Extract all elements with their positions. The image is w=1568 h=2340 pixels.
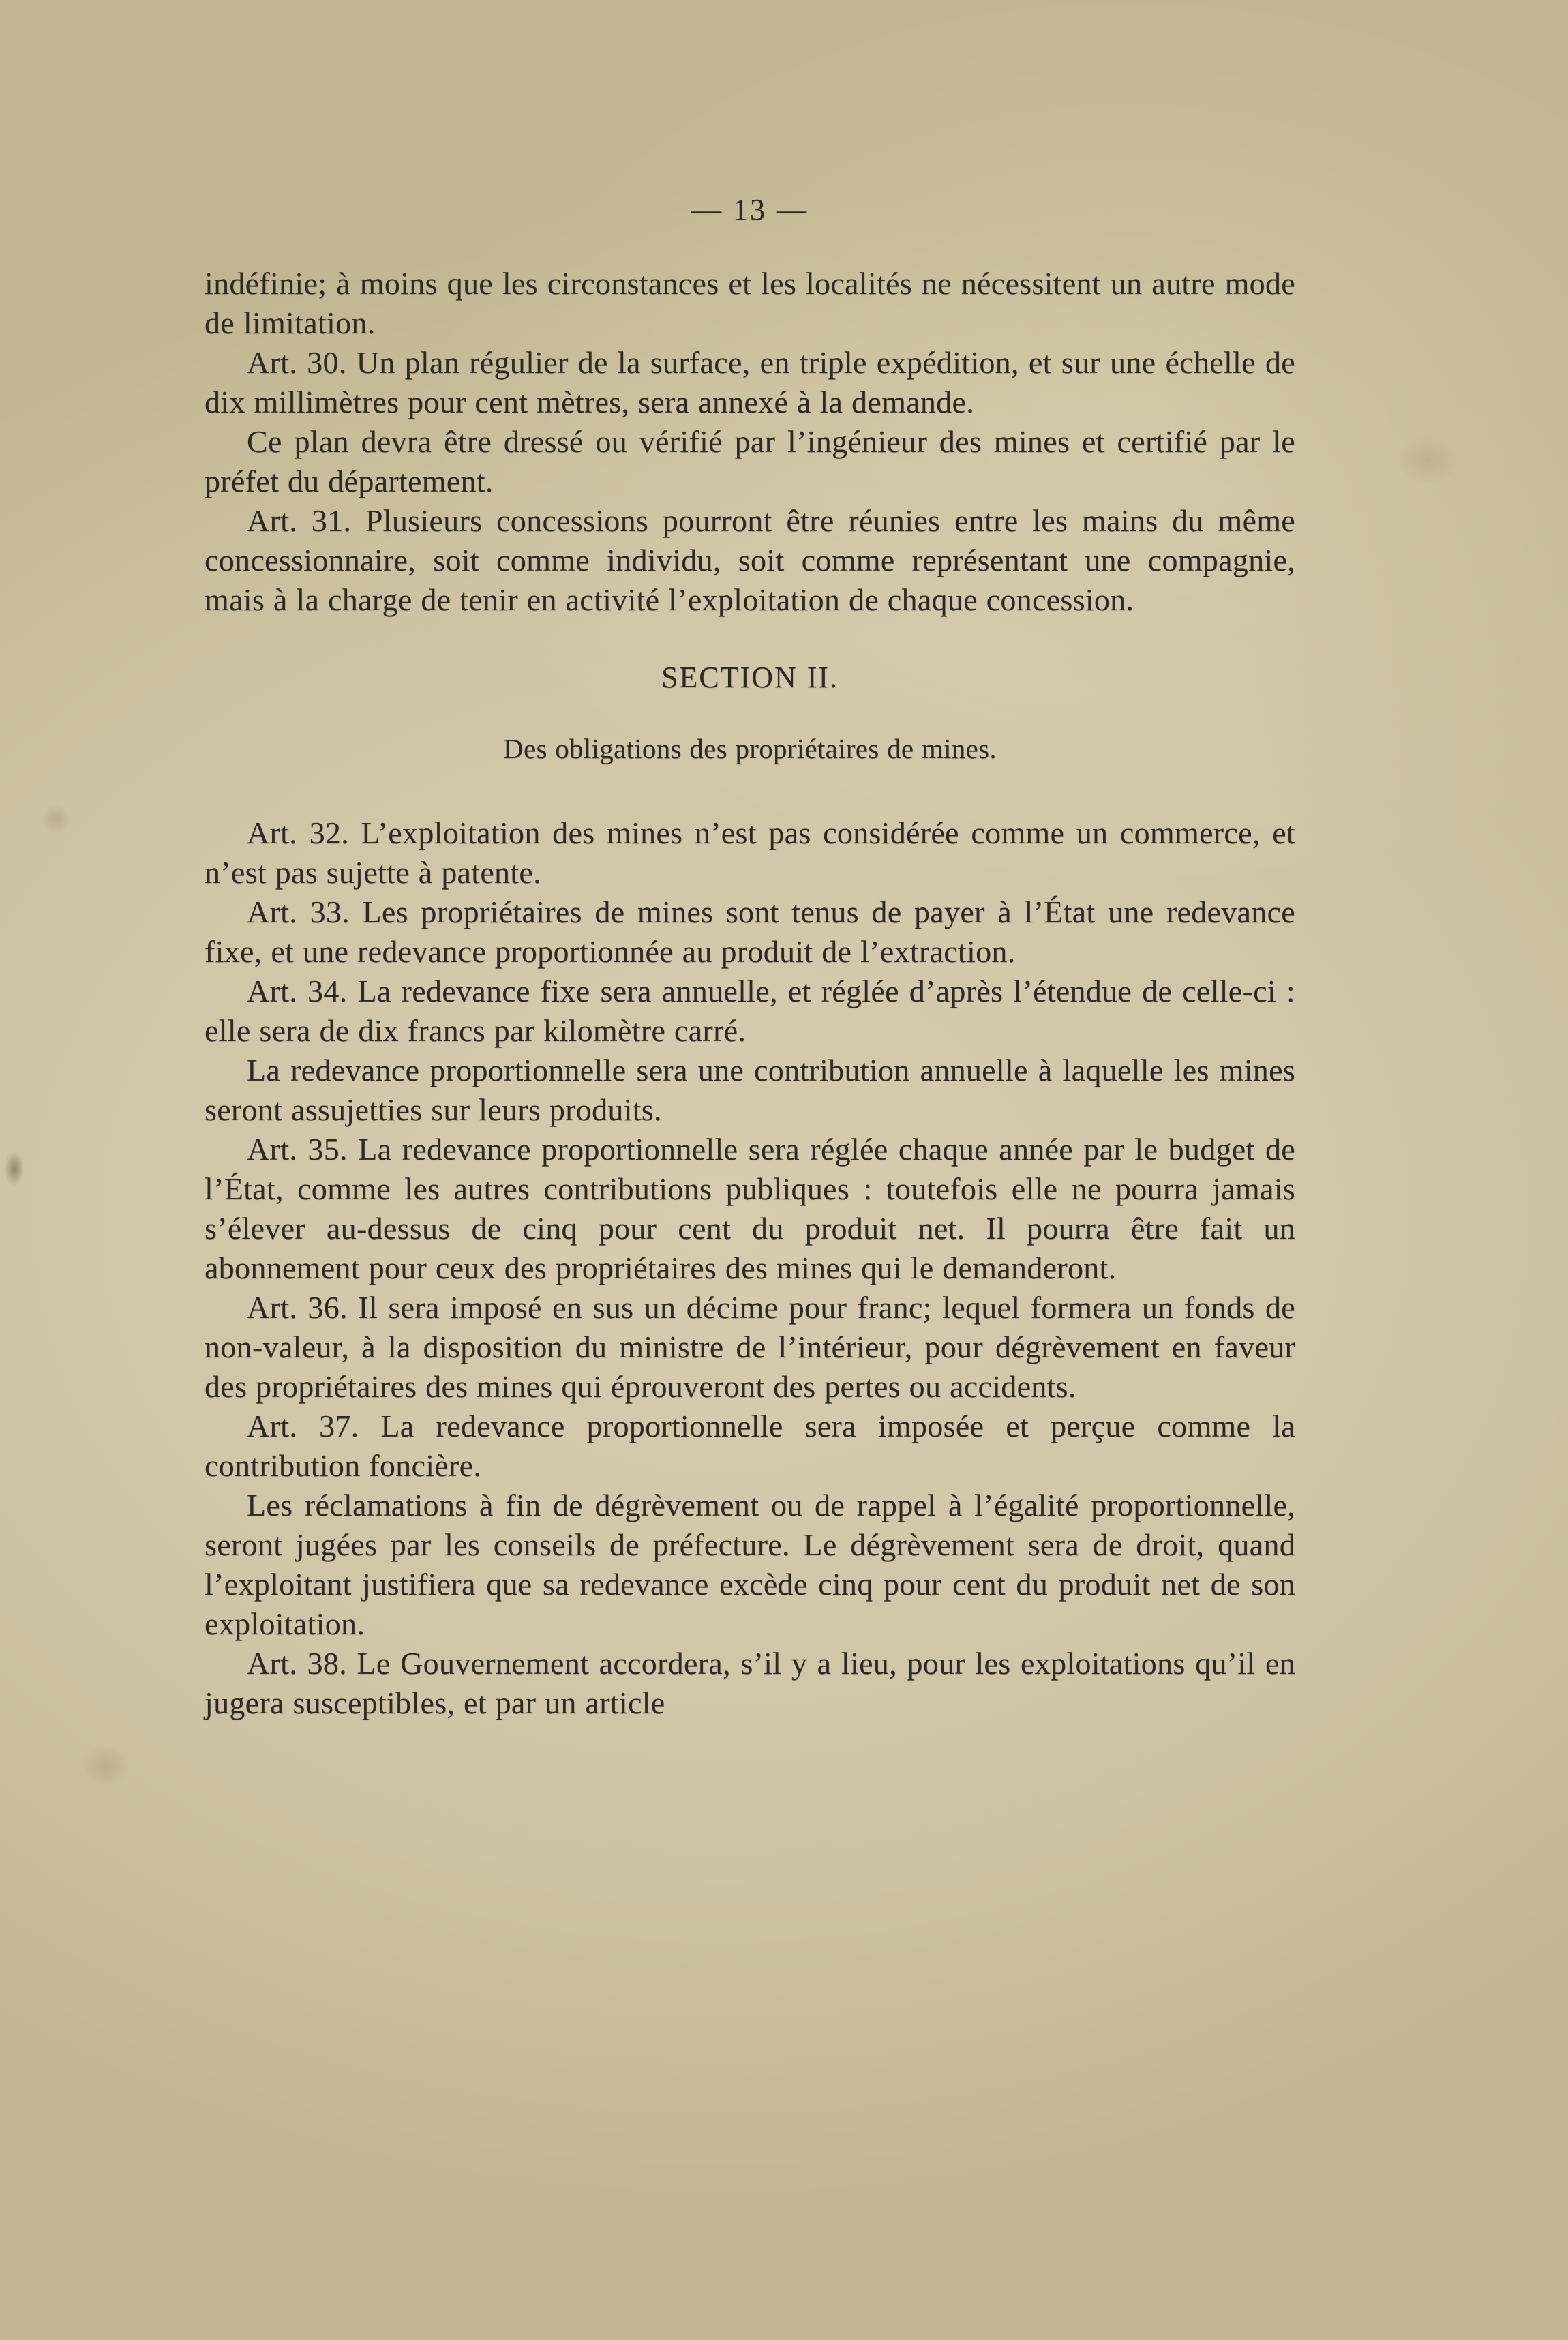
paragraph-art-37: Art. 37. La redevance proportionnelle sera imposée et perçue comme la contribution foncière.	[205, 1409, 1295, 1483]
paragraph-art-36: Art. 36. Il sera imposé en sus un décime pour franc; lequel formera un fonds de non-valeur, à la disposition du ministre de l’intérieur, pour dégrèvement en faveur des propriétaires des mines qui éprouveront des pertes ou accidents.	[205, 1290, 1295, 1404]
document-page	[205, 192, 1295, 1723]
page-body	[205, 264, 1295, 1723]
paper-stain	[82, 1745, 130, 1786]
paragraph-art-31: Art. 31. Plusieurs concessions pourront être réunies entre les mains du même concessionnaire, soit comme individu, soit comme représentant une compagnie, mais à la charge de tenir en activité l’exploitation de chaque concession.	[205, 503, 1295, 617]
paragraph-art-35: Art. 35. La redevance proportionnelle sera réglée chaque année par le budget de l’État, comme les autres contributions publiques : toutefois elle ne pourra jamais s’élever au-dessus de cinq pour cent du produit net. Il pourra être fait un abonnement pour ceux des propriétaires des mines qui le demanderont.	[205, 1132, 1295, 1285]
section-heading: SECTION II.	[661, 661, 839, 694]
paper-stain	[1398, 436, 1459, 484]
paragraph-art-34-suite: La redevance proportionnelle sera une contribution annuelle à laquelle les mines seront assujetties sur leurs produits.	[205, 1053, 1295, 1127]
paragraph-art-32: Art. 32. L’exploitation des mines n’est pas considérée comme un commerce, et n’est pas sujette à patente.	[205, 815, 1295, 890]
paper-stain	[4, 1151, 25, 1186]
paragraph-art-30-suite: Ce plan devra être dressé ou vérifié par l’ingénieur des mines et certifié par le préfet du département.	[205, 424, 1295, 498]
paper-stain	[41, 805, 72, 835]
paragraph-art-30: Art. 30. Un plan régulier de la surface, en triple expédition, et sur une échelle de dix millimètres pour cent mètres, sera annexé à la demande.	[205, 345, 1295, 419]
section-subheading: Des obligations des propriétaires de mines.	[503, 733, 997, 764]
paragraph-continuation: indéfinie; à moins que les circonstances et les localités ne nécessitent un autre mode de limitation.	[205, 266, 1295, 340]
page-number: — 13 —	[691, 193, 809, 226]
paragraph-art-33: Art. 33. Les propriétaires de mines sont tenus de payer à l’État une redevance fixe, et une redevance proportionnée au produit de l’extraction.	[205, 895, 1295, 969]
paragraph-art-34: Art. 34. La redevance fixe sera annuelle, et réglée d’après l’étendue de celle-ci : elle sera de dix francs par kilomètre carré.	[205, 974, 1295, 1048]
paragraph-art-37-suite: Les réclamations à fin de dégrèvement ou de rappel à l’égalité proportionnelle, seront jugées par les conseils de préfecture. Le dégrèvement sera de droit, quand l’exploitant justifiera que sa redevance excède cinq pour cent du produit net de son exploitation.	[205, 1488, 1295, 1641]
paragraph-art-38: Art. 38. Le Gouvernement accordera, s’il y a lieu, pour les exploitations qu’il en jugera susceptibles, et par un article	[205, 1646, 1295, 1720]
